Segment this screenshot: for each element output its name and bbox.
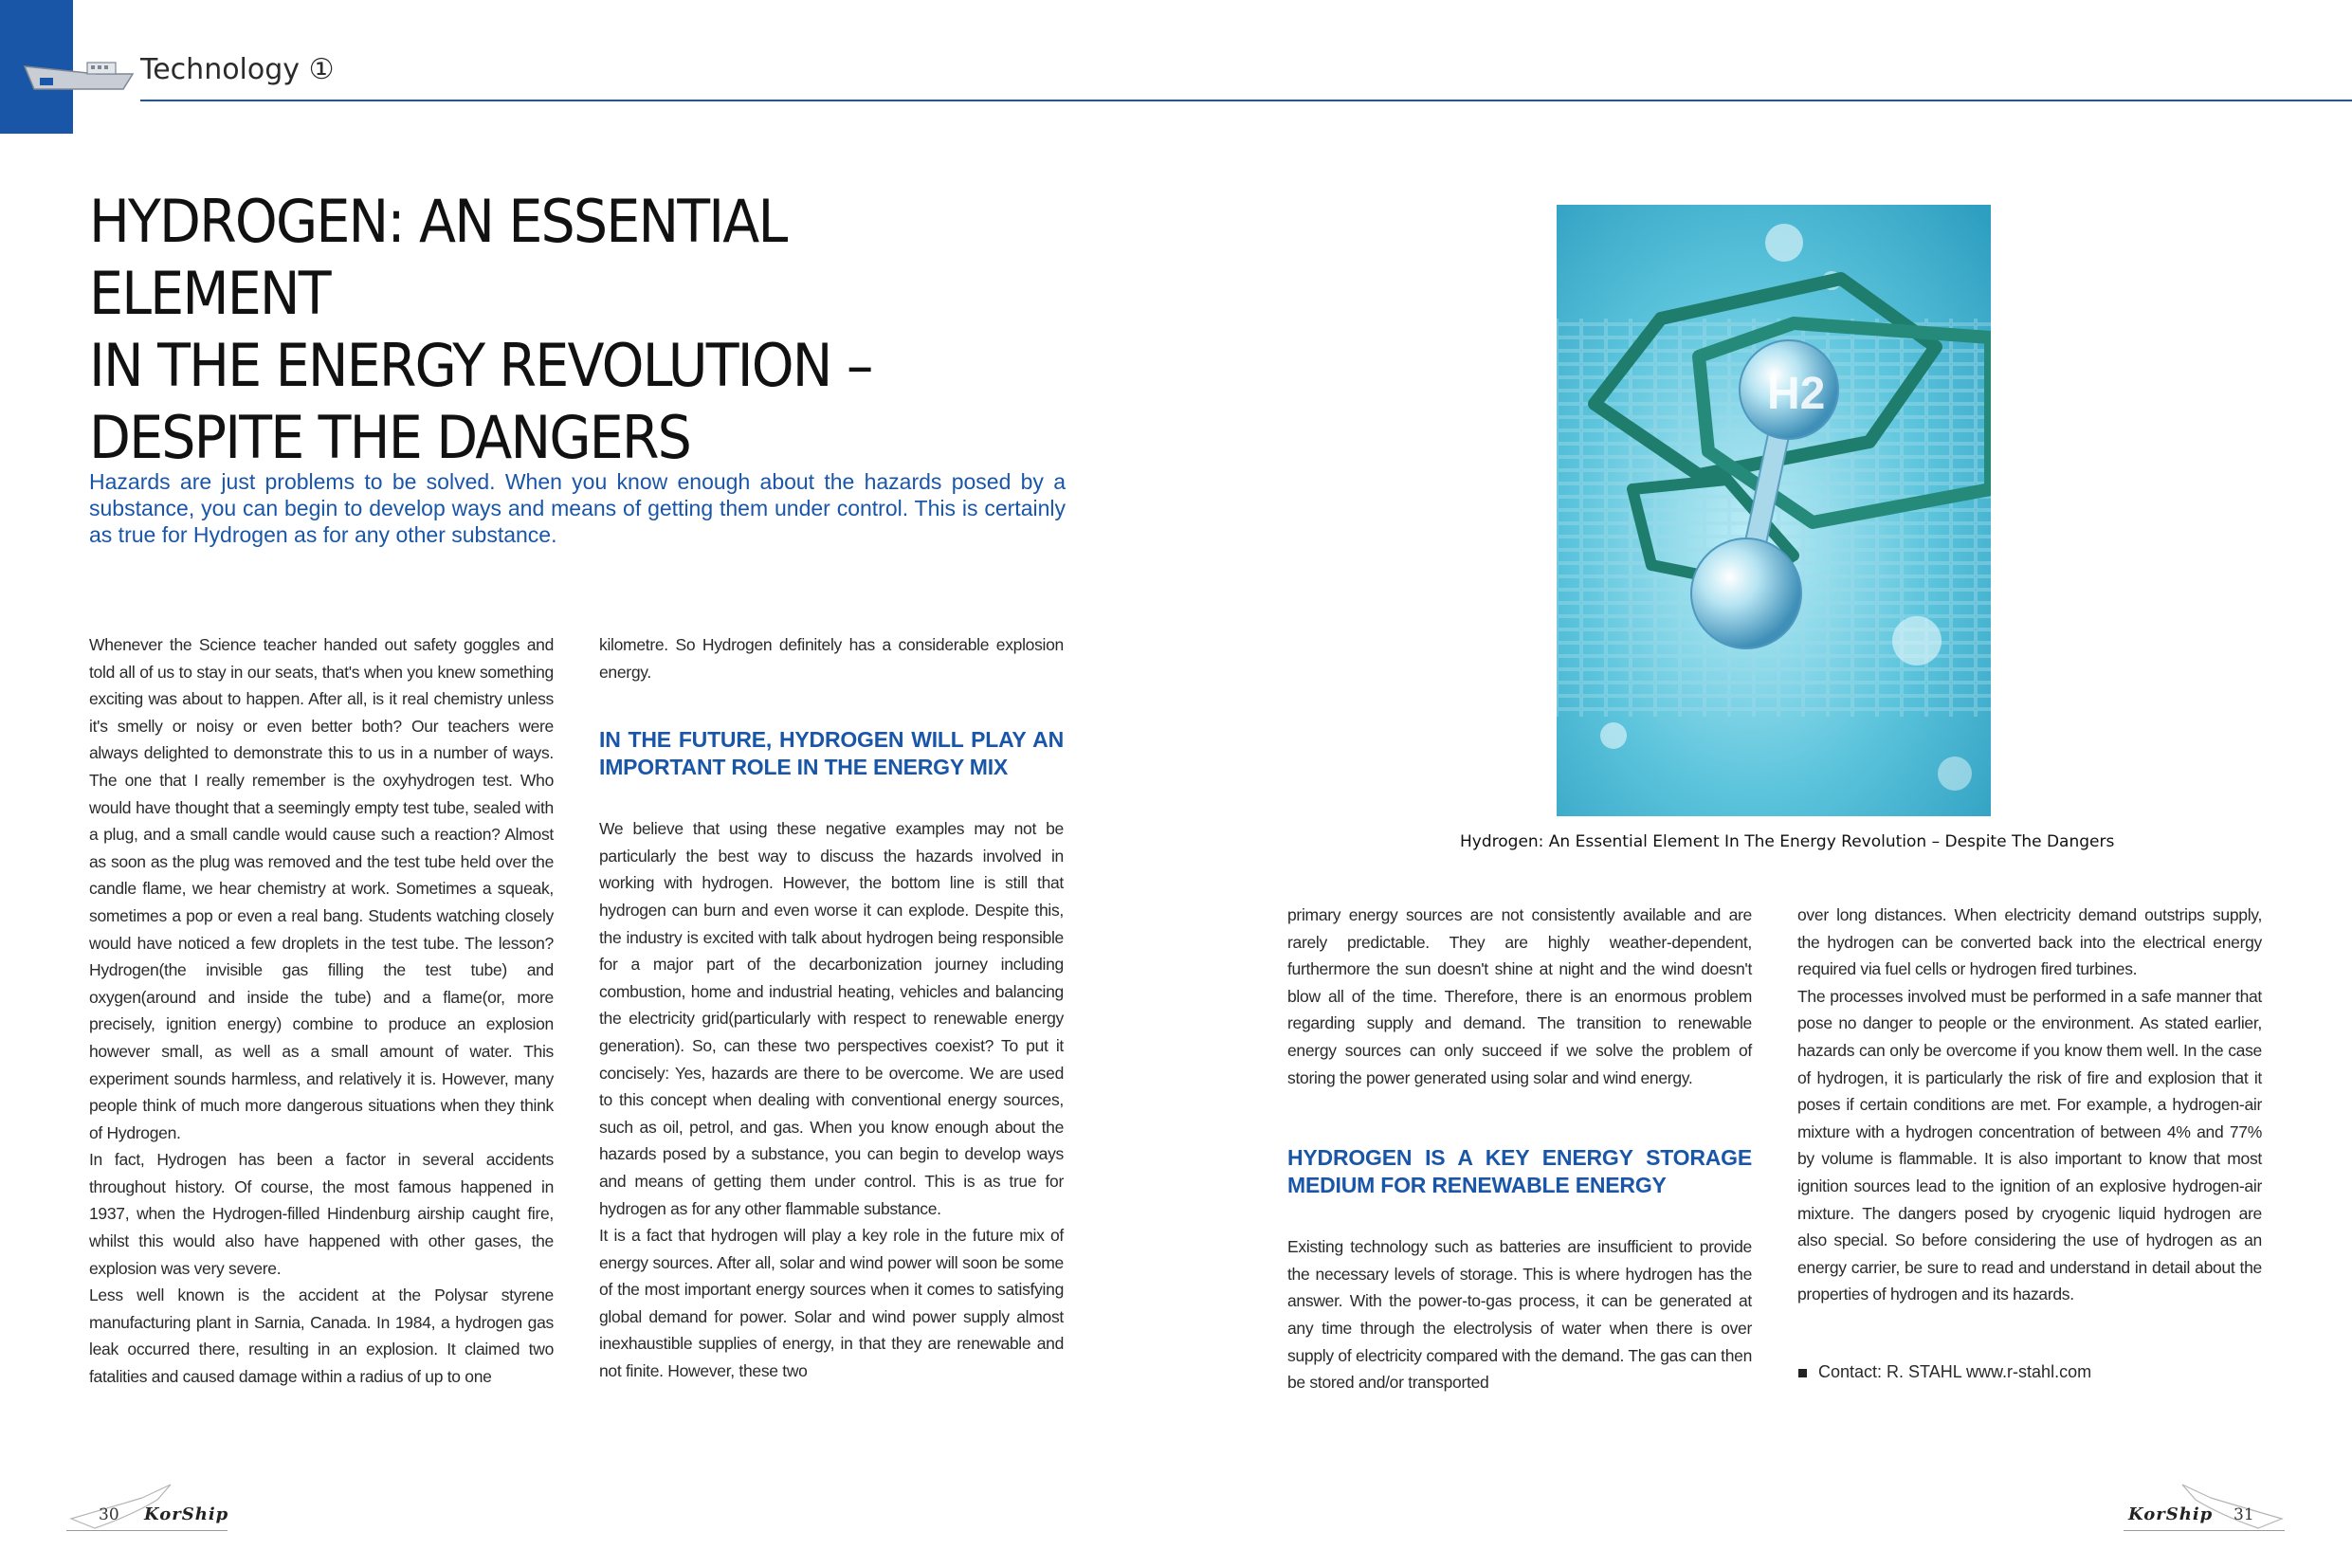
title-line: DESPITE THE DANGERS [89,403,691,472]
footer-rule-left [66,1530,228,1531]
footer-rule-right [2124,1530,2285,1531]
bullet-square-icon [1798,1369,1807,1377]
subhead-storage-medium: HYDROGEN IS A KEY ENERGY STORAGE MEDIUM FOR RENEWABLE ENERGY [1287,1145,1752,1198]
paragraph: It is a fact that hydrogen will play a key role in the future mix of energy sources. After all, solar and wind power will soon be some of the most important energy sources when it comes to satisfying global demand for power. Solar and wind power supply almost inexhaustible supplies of energy, in that they are renewable and not finite. However, these two [599,1226,1064,1381]
h2-label: H2 [1767,369,1826,419]
header-rule [140,100,2352,101]
section-tag: Technology ① [140,53,335,86]
column-3 [1287,902,1752,1396]
paragraph: kilometre. So Hydrogen definitely has a considerable explosion energy. [599,635,1064,682]
article-title [89,186,1013,474]
page-number-left: 30 [99,1505,119,1524]
paragraph: over long distances. When electricity demand outstrips supply, the hydrogen can be converted back into the electrical energy required via fuel cells or hydrogen fired turbines. [1797,905,2262,979]
paragraph: We believe that using these negative examples may not be particularly the best way to discuss the hazards involved in working with hydrogen. However, the bottom line is still that hydrogen can burn and even worse it can explode. Despite this, the industry is excited with talk about hydrogen being responsible for a major part of the decarbonization journey including combustion, home and industrial heating, vehicles and balancing the electricity grid(particularly with respect to renewable energy generation). So, can these two perspectives coexist? To put it concisely: Yes, hazards are there to be overcome. We are used to this concept when dealing with conventional energy sources, such as oil, petrol, and gas. When you know enough about the hazards posed by a substance, you can begin to develop ways and means of getting them under control. This is as true for hydrogen as for any other flammable substance. [599,819,1064,1218]
column-2 [599,631,1064,1385]
paragraph: primary energy sources are not consistently available and are rarely predictable. They are highly weather-dependent, furthermore the sun doesn't shine at night and the wind doesn't blow all of the time. Therefore, there is an enormous problem regarding supply and demand. The transition to renewable energy sources can only succeed if we solve the problem of storing the power generated using solar and wind energy. [1287,905,1752,1087]
brand-logo-left: KorShip [144,1504,229,1524]
title-line: HYDROGEN: AN ESSENTIAL ELEMENT [89,187,787,328]
page-number-right: 31 [2233,1505,2254,1524]
brand-logo-right: KorShip [2128,1504,2214,1524]
lead-paragraph: Hazards are just problems to be solved. When you know enough about the hazards posed by a substance, you can begin to develop ways and means of getting them under control. This is certainly as true for Hydrogen as for any other substance. [89,469,1066,547]
ship-logo-icon [21,46,135,102]
figure-caption: Hydrogen: An Essential Element In The Energy Revolution – Despite The Dangers [1460,832,2115,851]
column-4 [1797,902,2262,1308]
column-1 [89,631,554,1391]
paragraph: In fact, Hydrogen has been a factor in several accidents throughout history. Of course, the most famous happened in 1937, when the Hydrogen-filled Hindenburg airship caught fire, whilst this would also have happened with other gases, the explosion was very severe. [89,1150,554,1278]
paragraph: The processes involved must be performed in a safe manner that pose no danger to people or the environment. As stated earlier, hazards can only be overcome if you know them well. In the case of hydrogen, it is particularly the risk of fire and explosion that it poses if certain conditions are met. For example, a hydrogen-air mixture with a hydrogen concentration of between 4% and 77% by volume is flammable. It is also important to know that most ignition sources lead to the ignition of an explosive hydrogen-air mixture. The dangers posed by cryogenic liquid hydrogen are also special. So before considering the use of hydrogen as an energy carrier, be sure to read and understand in detail about the properties of hydrogen and its hazards. [1797,986,2262,1304]
paragraph: Existing technology such as batteries are insufficient to provide the necessary levels of storage. This is where hydrogen has the answer. With the power-to-gas process, it can be generated at any time through the electrolysis of water when there is over supply of electricity compared with the demand. The gas can then be stored and/or transported [1287,1237,1752,1393]
hydrogen-molecule-illustration [1557,205,1991,816]
contact-line [1798,1362,2091,1382]
paragraph: Less well known is the accident at the Polysar styrene manufacturing plant in Sarnia, Canada. In 1984, a hydrogen gas leak occurred there, resulting in an explosion. It claimed two fatalities and caused damage within a radius of up to one [89,1285,554,1387]
title-line: IN THE ENERGY REVOLUTION – [89,331,872,400]
paragraph: Whenever the Science teacher handed out safety goggles and told all of us to stay in our seats, that's when you knew something exciting was about to happen. After all, is it real chemistry unless it's smelly or noisy or even better both? Our teachers were always delighted to demonstrate this to us in a number of ways. The one that I really remember is the oxyhydrogen test. Who would have thought that a seemingly empty test tube, sealed with a plug, and a small candle would cause such a reaction? Almost as soon as the plug was removed and the test tube held over the candle flame, we hear chemistry at work. Sometimes a squeak, sometimes a pop or even a real bang. Students watching closely would have noticed a few droplets in the test tube. The lesson? Hydrogen(the invisible gas filling the test tube) and oxygen(around and inside the tube) and a flame(or, more precisely, ignition energy) combine to produce an explosion however small, as well as a small amount of water. This experiment sounds harmless, and relatively it is. However, many people think of much more dangerous situations when they think of Hydrogen. [89,635,554,1142]
contact-text: Contact: R. STAHL www.r-stahl.com [1818,1362,2092,1381]
subhead-future-role: IN THE FUTURE, HYDROGEN WILL PLAY AN IMPORTANT ROLE IN THE ENERGY MIX [599,727,1064,780]
